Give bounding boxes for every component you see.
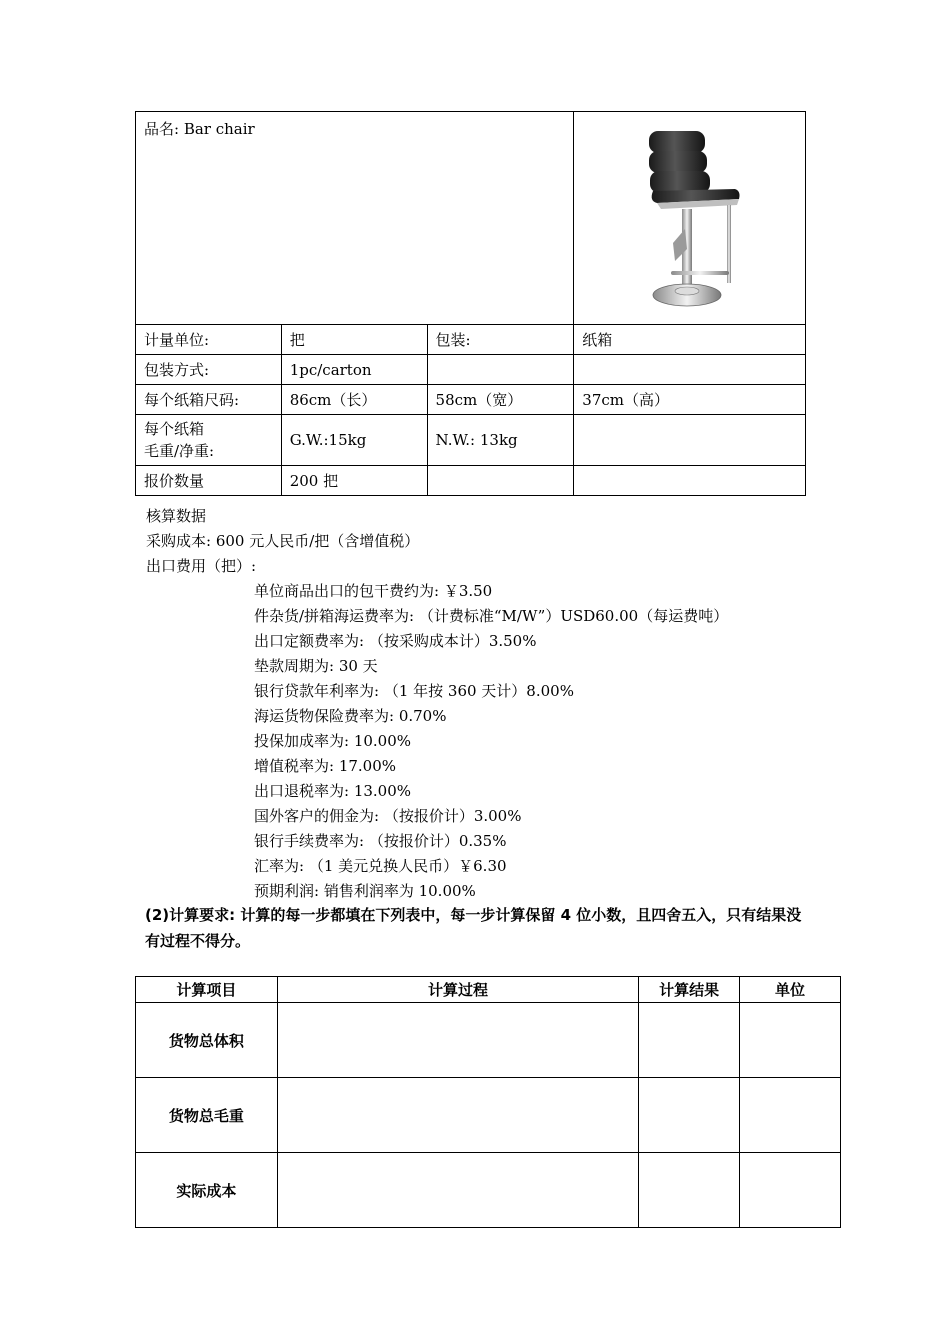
result-input-cell[interactable] bbox=[639, 1153, 740, 1228]
data-item: 汇率为: （1 美元兑换人民币）￥6.30 bbox=[254, 857, 507, 875]
cell-length: 86cm（长） bbox=[281, 385, 427, 415]
cell-packing-label: 包装: bbox=[427, 325, 574, 355]
header-unit: 单位 bbox=[740, 977, 841, 1003]
cell-packing-method-label: 包装方式: bbox=[136, 355, 282, 385]
calculation-requirement: (2)计算要求: 计算的每一步都填在下列表中，每一步计算保留 4 位小数，且四舍五入，只有结果没有过程不得分。 bbox=[145, 906, 802, 950]
data-heading: 核算数据 bbox=[146, 507, 207, 525]
data-item: 出口退税率为: 13.00% bbox=[254, 782, 412, 800]
calculation-data bbox=[146, 504, 728, 904]
unit-input-cell[interactable] bbox=[740, 1078, 841, 1153]
cell-height: 37cm（高） bbox=[574, 385, 806, 415]
cell-empty bbox=[574, 466, 806, 496]
cell-gross-weight: G.W.:15kg bbox=[281, 415, 427, 466]
data-item: 银行手续费率为: （按报价计）0.35% bbox=[254, 832, 507, 850]
cell-empty bbox=[427, 355, 574, 385]
purchase-cost: 采购成本: 600 元人民币/把（含增值税） bbox=[146, 532, 420, 550]
data-item: 投保加成率为: 10.00% bbox=[254, 732, 412, 750]
table-row bbox=[136, 325, 806, 355]
cell-empty bbox=[427, 466, 574, 496]
table-row bbox=[136, 1003, 841, 1078]
table-row bbox=[136, 1078, 841, 1153]
cell-packing-value: 纸箱 bbox=[574, 325, 806, 355]
process-input-cell[interactable] bbox=[277, 1078, 638, 1153]
unit-input-cell[interactable] bbox=[740, 1153, 841, 1228]
process-input-cell[interactable] bbox=[277, 1153, 638, 1228]
data-item: 件杂货/拼箱海运费率为: （计费标准“M/W”）USD60.00（每运费吨） bbox=[254, 607, 729, 625]
data-item: 海运货物保险费率为: 0.70% bbox=[254, 707, 447, 725]
calculation-table bbox=[135, 976, 841, 1228]
table-row bbox=[136, 1153, 841, 1228]
table-row bbox=[136, 415, 806, 466]
unit-input-cell[interactable] bbox=[740, 1003, 841, 1078]
cell-unit-value: 把 bbox=[281, 325, 427, 355]
row-label: 货物总毛重 bbox=[136, 1078, 278, 1153]
product-info-table bbox=[135, 111, 806, 496]
cell-unit-label: 计量单位: bbox=[136, 325, 282, 355]
table-row bbox=[136, 385, 806, 415]
data-item: 银行贷款年利率为: （1 年按 360 天计）8.00% bbox=[254, 682, 574, 700]
bar-chair-image bbox=[635, 125, 745, 311]
product-image-cell bbox=[574, 112, 806, 325]
product-name: 品名: Bar chair bbox=[144, 120, 255, 138]
cell-weight-label bbox=[136, 415, 282, 466]
cell-packing-method-value: 1pc/carton bbox=[281, 355, 427, 385]
data-item: 出口定额费率为: （按采购成本计）3.50% bbox=[254, 632, 537, 650]
weight-label-line2: 毛重/净重: bbox=[144, 442, 215, 460]
data-item: 国外客户的佣金为: （按报价计）3.00% bbox=[254, 807, 522, 825]
result-input-cell[interactable] bbox=[639, 1003, 740, 1078]
product-name-cell bbox=[136, 112, 574, 325]
cell-carton-size-label: 每个纸箱尺码: bbox=[136, 385, 282, 415]
cell-quantity-value: 200 把 bbox=[281, 466, 427, 496]
table-row bbox=[136, 355, 806, 385]
data-item: 单位商品出口的包干费约为: ￥3.50 bbox=[254, 582, 493, 600]
cell-empty bbox=[574, 415, 806, 466]
data-item: 增值税率为: 17.00% bbox=[254, 757, 397, 775]
data-item: 垫款周期为: 30 天 bbox=[254, 657, 378, 675]
header-result: 计算结果 bbox=[639, 977, 740, 1003]
cell-net-weight: N.W.: 13kg bbox=[427, 415, 574, 466]
row-label: 实际成本 bbox=[136, 1153, 278, 1228]
table-header-row bbox=[136, 977, 841, 1003]
process-input-cell[interactable] bbox=[277, 1003, 638, 1078]
export-fee-heading: 出口费用（把）: bbox=[146, 557, 257, 575]
data-item: 预期利润: 销售利润率为 10.00% bbox=[254, 882, 476, 900]
row-label: 货物总体积 bbox=[136, 1003, 278, 1078]
header-process: 计算过程 bbox=[277, 977, 638, 1003]
header-item: 计算项目 bbox=[136, 977, 278, 1003]
cell-empty bbox=[574, 355, 806, 385]
result-input-cell[interactable] bbox=[639, 1078, 740, 1153]
weight-label-line1: 每个纸箱 bbox=[144, 420, 205, 438]
cell-quantity-label: 报价数量 bbox=[136, 466, 282, 496]
cell-width: 58cm（宽） bbox=[427, 385, 574, 415]
table-row bbox=[136, 466, 806, 496]
